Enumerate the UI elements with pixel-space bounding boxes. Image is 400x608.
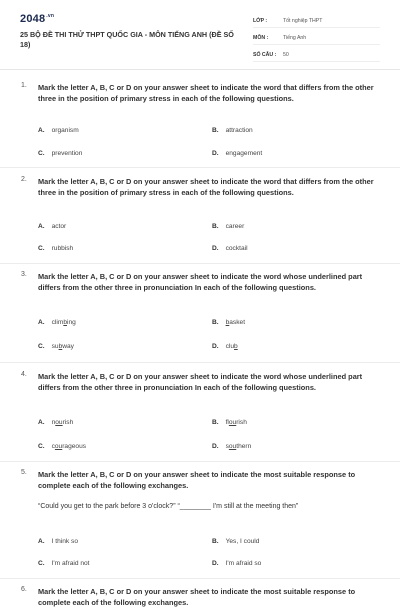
word-end: rish — [236, 419, 247, 426]
word-end: way — [62, 343, 74, 350]
underlined-part: b — [63, 319, 67, 326]
word-end: rish — [62, 419, 74, 426]
option-b[interactable] — [212, 538, 259, 545]
meta-value: 50 — [283, 51, 289, 58]
option-letter: A. — [38, 419, 45, 426]
option-letter: D. — [212, 343, 219, 350]
underlined-part: ou — [228, 443, 237, 450]
question-text: Mark the letter A, B, C or D on your answer sheet to indicate the word whose underlined part differs from the other three in pronunciation In each of the following questions. — [38, 372, 363, 392]
option-text: cocktail — [225, 245, 248, 252]
logo-domain: .vn — [46, 13, 55, 20]
meta-label: SỐ CÂU : — [253, 51, 277, 58]
option-c[interactable] — [38, 150, 82, 157]
option-b[interactable] — [212, 319, 245, 326]
option-text: engagement — [225, 150, 263, 157]
option-text: actor — [51, 223, 67, 230]
option-letter: D. — [212, 245, 219, 252]
question-number: 5. — [21, 469, 27, 476]
exam-title: 25 BỘ ĐỀ THI THỬ THPT QUỐC GIA - MÔN TIẾNG ANH (ĐỀ SỐ 18) — [20, 30, 234, 49]
logo-text: 2048 — [20, 13, 46, 25]
question-text: Mark the letter A, B, C or D on your answer sheet to indicate the word that differs from the other three in the position of primary stress in each of the following questions. — [38, 177, 374, 197]
option-c[interactable] — [38, 443, 86, 450]
option-a[interactable] — [38, 223, 66, 230]
meta-value: Tốt nghiệp THPT — [283, 17, 323, 24]
option-letter: C. — [38, 443, 45, 450]
dialogue-prompt: “Could you get to the park before 3 o'clock?” “________ I'm still at the meeting then” — [38, 503, 299, 510]
word-start: c — [51, 443, 55, 450]
divider — [0, 578, 400, 579]
meta-label: MÔN : — [253, 34, 269, 41]
underlined-part: ou — [55, 419, 63, 426]
word-start: su — [51, 343, 59, 350]
option-letter: A. — [38, 319, 45, 326]
question-number: 1. — [21, 82, 27, 89]
option-text: organism — [51, 127, 79, 134]
option-letter: B. — [212, 419, 219, 426]
option-text: I'm afraid so — [225, 560, 262, 567]
option-c[interactable] — [38, 560, 90, 567]
underlined-part: b — [225, 319, 230, 326]
word-end: asket — [229, 319, 246, 326]
option-letter: C. — [38, 343, 45, 350]
option-a[interactable] — [38, 319, 76, 326]
option-letter: A. — [38, 127, 45, 134]
underlined-part: ou — [228, 419, 237, 426]
meta-question-count — [253, 48, 380, 62]
option-a[interactable] — [38, 127, 79, 134]
word-start: clu — [225, 343, 235, 350]
option-letter: D. — [212, 560, 219, 567]
option-b[interactable] — [212, 419, 247, 426]
option-letter: C. — [38, 150, 45, 157]
option-d[interactable] — [212, 443, 251, 450]
option-text: rubbish — [51, 245, 74, 252]
word-start: n — [51, 419, 56, 426]
question-number: 2. — [21, 176, 27, 183]
divider — [0, 167, 400, 168]
option-b[interactable] — [212, 127, 253, 134]
question-text: Mark the letter A, B, C or D on your answer sheet to indicate the most suitable response to complete each of the following exchanges. — [38, 587, 356, 607]
option-letter: D. — [212, 150, 219, 157]
question-text: Mark the letter A, B, C or D on your answer sheet to indicate the word that differs from the other three in the position of primary stress in each of the following questions. — [38, 83, 374, 103]
word-start: fl — [225, 419, 229, 426]
option-letter: B. — [212, 223, 219, 230]
meta-value: Tiếng Anh — [283, 34, 307, 41]
option-letter: C. — [38, 245, 45, 252]
option-text: prevention — [51, 150, 83, 157]
page-header — [0, 0, 400, 70]
option-text: I'm afraid not — [51, 560, 90, 567]
option-letter: C. — [38, 560, 45, 567]
divider — [0, 362, 400, 363]
question-number: 3. — [21, 271, 27, 278]
option-c[interactable] — [38, 343, 74, 350]
divider — [0, 263, 400, 264]
option-letter: D. — [212, 443, 219, 450]
meta-label: LỚP : — [253, 17, 268, 24]
question-number: 6. — [21, 586, 27, 593]
option-text: I think so — [51, 538, 78, 545]
option-a[interactable] — [38, 419, 73, 426]
question-number: 4. — [21, 371, 27, 378]
meta-subject — [253, 31, 380, 45]
exam-meta — [253, 14, 380, 65]
option-text: career — [225, 223, 245, 230]
question-text: Mark the letter A, B, C or D on your answer sheet to indicate the most suitable response to complete each of the following exchanges. — [38, 470, 356, 490]
site-logo[interactable] — [20, 13, 54, 25]
word-end: rageous — [62, 443, 87, 450]
option-text: attraction — [225, 127, 253, 134]
option-letter: B. — [212, 127, 219, 134]
meta-grade — [253, 14, 380, 28]
word-start: s — [225, 443, 229, 450]
option-letter: A. — [38, 538, 45, 545]
option-letter: B. — [212, 538, 219, 545]
option-d[interactable] — [212, 560, 261, 567]
divider — [0, 461, 400, 462]
word-start: clim — [51, 319, 64, 326]
underlined-part: b — [58, 343, 63, 350]
underlined-part: b — [234, 343, 238, 350]
option-text: Yes, I could — [225, 538, 260, 545]
option-d[interactable] — [212, 343, 238, 350]
word-end: thern — [236, 443, 252, 450]
word-end: ing — [67, 319, 76, 326]
question-text: Mark the letter A, B, C or D on your answer sheet to indicate the word whose underlined part differs from the other three in pronunciation In each of the following questions. — [38, 272, 363, 292]
option-c[interactable] — [38, 245, 73, 252]
option-b[interactable] — [212, 223, 244, 230]
option-letter: A. — [38, 223, 45, 230]
option-a[interactable] — [38, 538, 78, 545]
option-d[interactable] — [212, 150, 262, 157]
underlined-part: ou — [54, 443, 63, 450]
option-d[interactable] — [212, 245, 248, 252]
option-letter: B. — [212, 319, 219, 326]
